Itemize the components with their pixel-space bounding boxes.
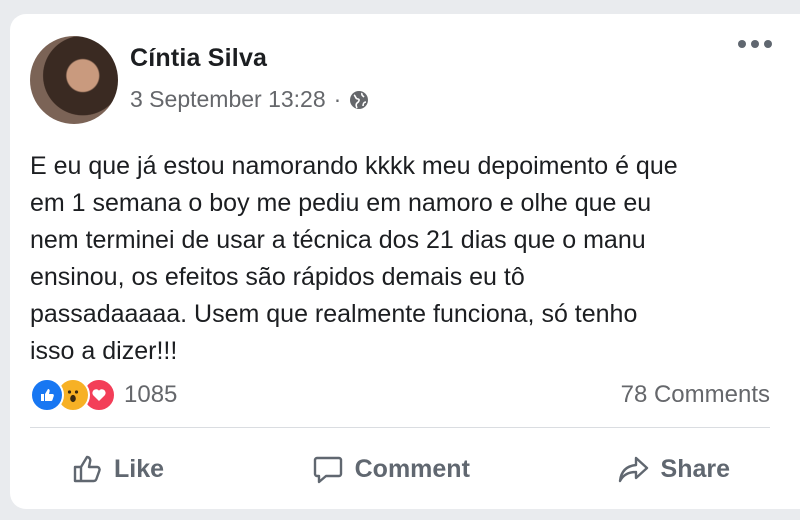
comment-icon [311, 452, 345, 486]
divider [30, 427, 770, 428]
share-label: Share [660, 454, 730, 483]
post-card [10, 14, 800, 509]
reaction-count: 1085 [124, 381, 178, 408]
action-bar [30, 444, 770, 494]
post-timestamp[interactable]: 3 September 13:28 [130, 86, 326, 112]
post-text: E eu que já estou namorando kkkk meu depoimento é que em 1 semana o boy me pediu em namoro e olhe que eu nem terminei de usar a técnica dos 21 dias que o manu ensinou, os efeitos são rápidos demais eu tô passadaaaaa. Usem que realmente funciona, só tenho isso a dizer!!! [30, 152, 678, 365]
meta-separator: · [333, 86, 342, 112]
comment-button[interactable] [271, 452, 510, 486]
share-button[interactable] [577, 452, 770, 486]
like-button[interactable] [30, 452, 204, 486]
thumbs-up-icon [70, 452, 104, 486]
comment-label: Comment [354, 454, 470, 483]
share-icon [617, 452, 651, 486]
post-meta [130, 86, 369, 113]
globe-icon [349, 90, 369, 110]
post-stats [30, 378, 770, 412]
reactions-summary[interactable] [30, 378, 177, 412]
more-options-icon[interactable] [738, 40, 772, 48]
avatar[interactable] [30, 36, 118, 124]
like-label: Like [114, 454, 165, 483]
like-reaction-icon [30, 378, 64, 412]
comments-count[interactable]: 78 Comments [620, 381, 770, 408]
author-name[interactable]: Cíntia Silva [130, 44, 268, 72]
